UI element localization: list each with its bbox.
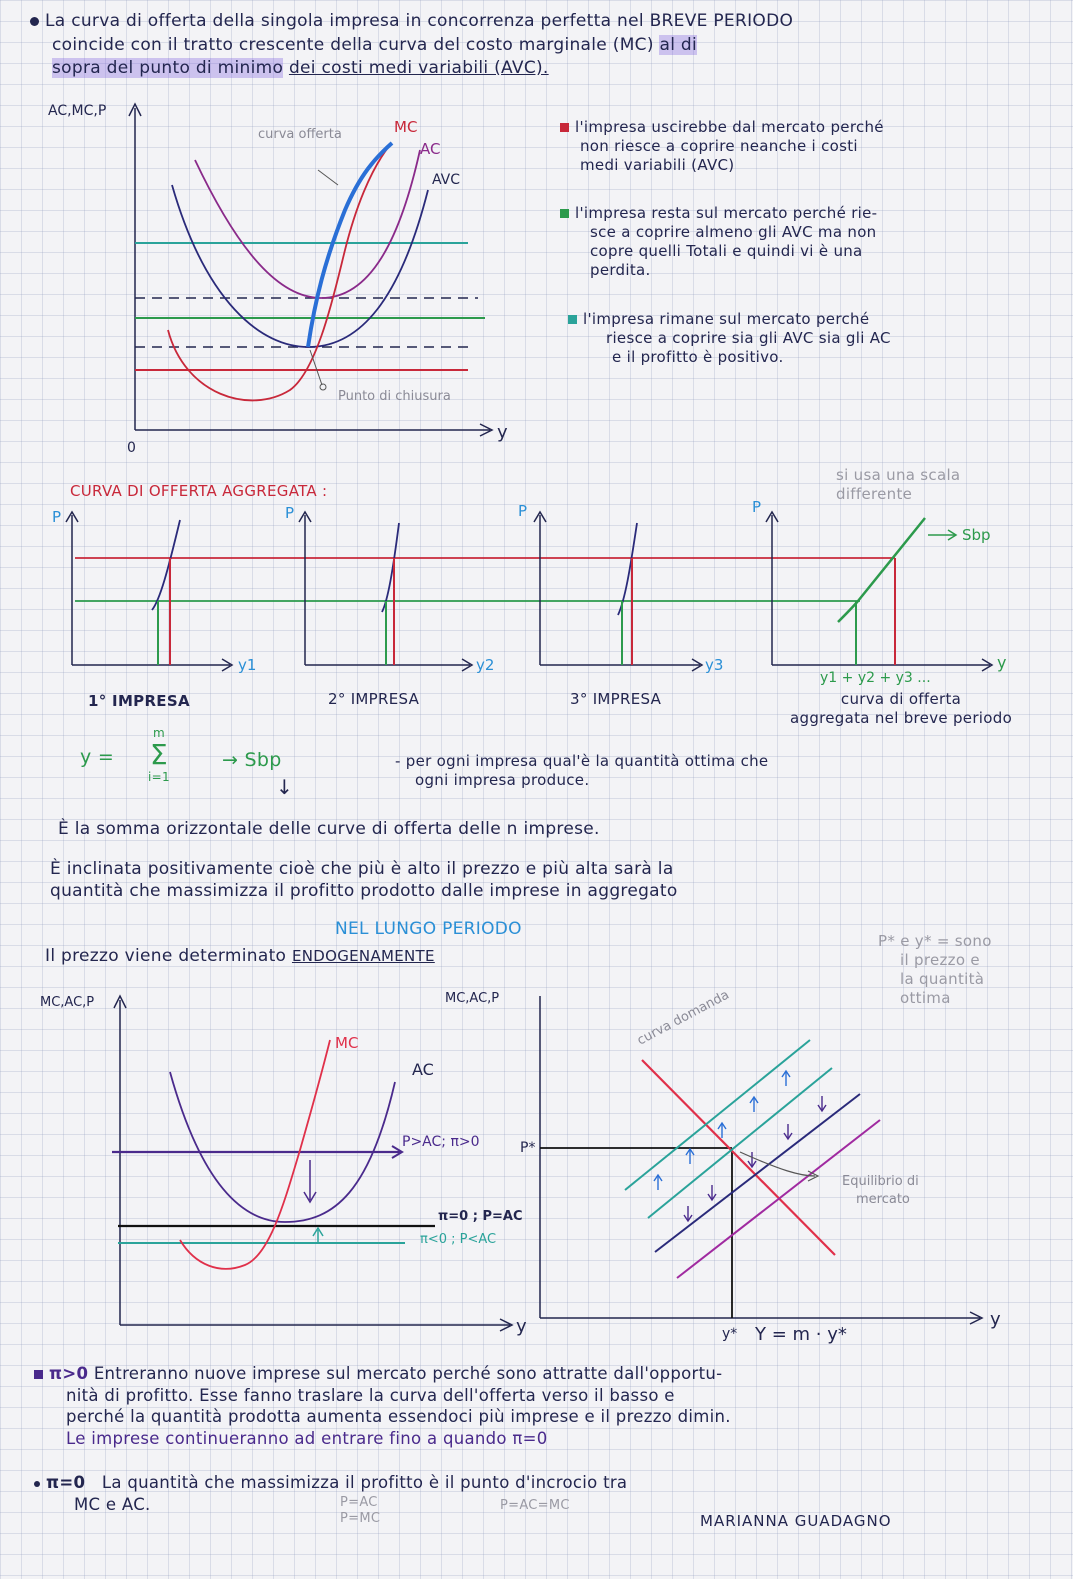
- signature: MARIANNA GUADAGNO: [700, 1512, 892, 1530]
- aggregate-caption-2: aggregata nel breve periodo: [790, 709, 1013, 727]
- purple-square-icon: [34, 1370, 43, 1379]
- fig2-profit-zero: π=0 ; P=AC: [438, 1209, 523, 1224]
- sigma-bottom: i=1: [148, 770, 170, 784]
- fig3-y-axis-label: MC,AC,P: [445, 991, 500, 1006]
- fig1-ac-label: AC: [420, 140, 441, 158]
- note-teal-2: riesce a coprire sia gli AVC sia gli AC: [606, 329, 891, 347]
- agg-p-label: P: [752, 498, 762, 516]
- intro-highlight-1: al di: [659, 35, 698, 55]
- note-green-1: l'impresa resta sul mercato perché rie-: [575, 204, 878, 222]
- bottom-p2-l2: MC e AC.: [74, 1495, 151, 1514]
- intro-text-2: coincide con il tratto crescente della curva del costo marginale (MC): [52, 35, 654, 55]
- bottom-para-1: [34, 1363, 731, 1449]
- agg-y-label: y: [997, 653, 1007, 672]
- firm1-p-label: P: [52, 508, 62, 526]
- note-red-2: non riesce a coprire neanche i costi: [580, 137, 858, 155]
- faint-eq-1: P=AC: [340, 1495, 378, 1510]
- sbp-label: Sbp: [962, 526, 991, 544]
- long-run-line-a: Il prezzo viene determinato: [45, 946, 287, 966]
- long-run-title: NEL LUNGO PERIODO: [335, 919, 522, 939]
- note-green-4: perdita.: [590, 261, 651, 279]
- intro-text-1: La curva di offerta della singola impresa in concorrenza perfetta nel BREVE PERIODO: [45, 11, 794, 31]
- firm3-caption: 3° IMPRESA: [570, 690, 662, 708]
- fig2-profit-positive: P>AC; π>0: [402, 1134, 480, 1150]
- fig1-avc-label: AVC: [432, 172, 461, 188]
- bottom-lead-2: π=0: [46, 1473, 86, 1492]
- fig3-demand-label: curva domanda: [634, 987, 732, 1049]
- faint-equations: [340, 1495, 380, 1527]
- firm3-p-label: P: [518, 502, 528, 520]
- firm1-caption: 1° IMPRESA: [88, 692, 190, 710]
- scale-note-1: si usa una scala: [836, 466, 961, 484]
- firm2-p-label: P: [285, 504, 295, 522]
- aggregate-caption-1: curva di offerta: [840, 690, 962, 708]
- bottom-p1-l1: Entreranno nuove imprese sul mercato perché sono attratte dall'opportu-: [93, 1364, 723, 1383]
- firm1-y-label: y1: [238, 656, 257, 674]
- bottom-lead-1: π>0: [49, 1364, 89, 1383]
- fig1-mc-label: MC: [394, 118, 418, 136]
- fig1-shutdown-label: Punto di chiusura: [338, 389, 451, 404]
- fig3-x-axis-label: y: [990, 1309, 1001, 1330]
- note-green-3: copre quelli Totali e quindi vi è una: [590, 242, 863, 260]
- fig1-x-axis-label: y: [497, 422, 508, 443]
- fig2-x-axis-label: y: [516, 1316, 527, 1337]
- intro-highlight-2: sopra del punto di minimo: [52, 58, 284, 78]
- formula-y: y =: [80, 746, 115, 768]
- para-1: È la somma orizzontale delle curve di offerta delle n imprese.: [58, 819, 600, 839]
- intro-text-3: dei costi medi variabili (AVC).: [288, 58, 549, 78]
- sigma-top: m: [152, 726, 165, 740]
- note-red-3: medi variabili (AVC): [580, 156, 735, 174]
- bottom-p1-l4: Le imprese continueranno ad entrare fino a quando π=0: [66, 1428, 548, 1448]
- formula-arrow: → Sbp: [222, 749, 282, 771]
- note-teal-3: e il profitto è positivo.: [612, 348, 784, 366]
- fig2-profit-negative: π<0 ; P<AC: [420, 1232, 497, 1247]
- firm3-y-label: y3: [705, 656, 724, 674]
- fig3-pstar-label: P*: [520, 1140, 536, 1156]
- scale-note-2: differente: [836, 485, 913, 503]
- bottom-p1-l3: perché la quantità prodotta aumenta essendoci più imprese e il prezzo dimin.: [66, 1407, 731, 1426]
- side-note-2: il prezzo e: [900, 951, 980, 969]
- agg-sum-label: y1 + y2 + y3 ...: [820, 670, 931, 686]
- fig2-y-axis-label: MC,AC,P: [40, 995, 95, 1010]
- aggregate-title: CURVA DI OFFERTA AGGREGATA :: [70, 482, 328, 500]
- firm2-y-label: y2: [476, 656, 495, 674]
- side-note-4: ottima: [900, 989, 951, 1007]
- bullet-icon-2: [34, 1481, 40, 1487]
- firm2-caption: 2° IMPRESA: [328, 690, 420, 708]
- fig1-y-axis-label: AC,MC,P: [48, 103, 107, 119]
- fig1-origin: 0: [127, 440, 136, 456]
- bottom-p1-l2: nità di profitto. Esse fanno traslare la curva dell'offerta verso il basso e: [66, 1385, 675, 1405]
- down-arrow-icon: ↓: [276, 775, 294, 799]
- fig3-ytotal-label: Y = m · y*: [755, 1324, 847, 1345]
- para-2: È inclinata positivamente cioè che più è alto il prezzo e più alta sarà la: [50, 859, 674, 879]
- side-note-3: la quantità: [900, 970, 985, 988]
- formula-note-1: - per ogni impresa qual'è la quantità ottima che: [395, 752, 769, 770]
- fig3-equilibrium-2: mercato: [856, 1192, 910, 1207]
- para-3: quantità che massimizza il profitto prodotto dalle imprese in aggregato: [50, 881, 678, 901]
- faint-equation-3: P=AC=MC: [500, 1498, 570, 1513]
- fig3-equilibrium-1: Equilibrio di: [842, 1174, 919, 1189]
- note-green-2: sce a coprire almeno gli AVC ma non: [590, 223, 877, 241]
- side-note-1: P* e y* = sono: [878, 932, 992, 950]
- faint-eq-2: P=MC: [340, 1511, 381, 1526]
- note-red-1: l'impresa uscirebbe dal mercato perché: [575, 118, 884, 136]
- long-run-endogenous: ENDOGENAMENTE: [291, 947, 435, 965]
- fig1-supply-label: curva offerta: [258, 127, 342, 142]
- fig2-ac-label: AC: [412, 1060, 434, 1079]
- fig3-ystar-label: y*: [722, 1326, 738, 1342]
- note-teal-1: l'impresa rimane sul mercato perché: [583, 310, 870, 328]
- bottom-p2-l1: La quantità che massimizza il profitto è il punto d'incrocio tra: [101, 1473, 628, 1492]
- sigma-symbol: Σ: [149, 738, 168, 771]
- formula-note-2: ogni impresa produce.: [415, 771, 590, 789]
- fig2-mc-label: MC: [335, 1034, 359, 1052]
